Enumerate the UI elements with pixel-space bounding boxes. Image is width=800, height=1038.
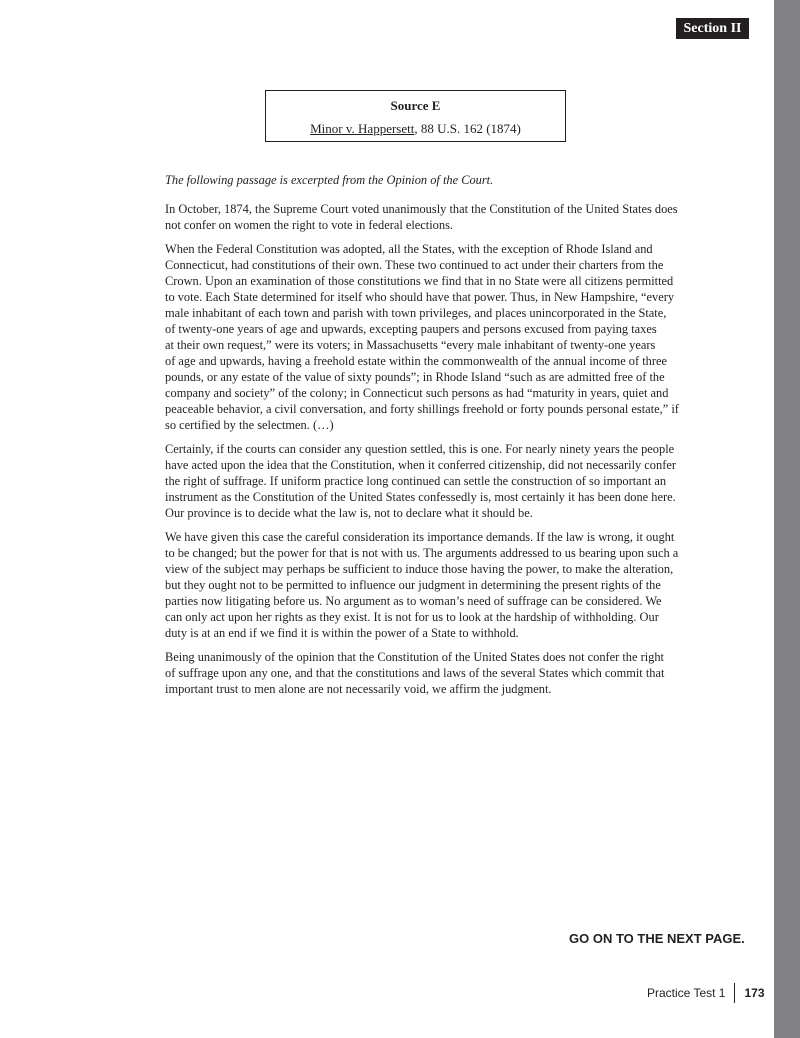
passage	[165, 172, 705, 705]
page-footer	[647, 983, 765, 1003]
text-line: peaceable behavior, a civil conversation, and forty shillings freehold or forty pounds personal estate,” if	[165, 402, 679, 416]
text-line: Our province is to decide what the law is, not to declare what it should be.	[165, 506, 533, 520]
text-line: so certified by the selectmen. (…)	[165, 418, 334, 432]
text-line: Certainly, if the courts can consider any question settled, this is one. For nearly ninety years the people	[165, 442, 675, 456]
page-number: 173	[744, 986, 765, 1000]
text-line: company and society” of the colony; in Connecticut such persons as had “maturity in years, quiet and	[165, 386, 669, 400]
paragraph	[165, 529, 705, 641]
text-line: important trust to men alone are not necessarily void, we affirm the judgment.	[165, 682, 552, 696]
test-name: Practice Test 1	[647, 986, 726, 1000]
text-line: parties now litigating before us. No argument as to woman’s need of suffrage can be considered. We	[165, 594, 662, 608]
text-line: the right of suffrage. If uniform practice long continued can settle the construction of so important an	[165, 474, 667, 488]
text-line: can only act upon her rights as they exist. It is not for us to look at the hardship of withholding. Our	[165, 610, 659, 624]
text-line: not confer on women the right to vote in federal elections.	[165, 218, 453, 232]
text-line: to be changed; but the power for that is not with us. The arguments addressed to us bearing upon such a	[165, 546, 679, 560]
text-line: of age and upwards, having a freehold estate within the commonwealth of the annual income of three	[165, 354, 667, 368]
go-on-notice: GO ON TO THE NEXT PAGE.	[569, 931, 745, 946]
text-line: but they ought not to be permitted to influence our judgment in determining the present rights of the	[165, 578, 661, 592]
text-line: Being unanimously of the opinion that the Constitution of the United States does not confer the right	[165, 650, 664, 664]
source-box	[265, 90, 566, 142]
footer-divider	[734, 983, 735, 1003]
paragraph	[165, 241, 705, 433]
text-line: male inhabitant of each town and parish with town privileges, and places unincorporated in the State,	[165, 306, 667, 320]
paragraph	[165, 441, 705, 521]
text-line: Connecticut, had constitutions of their own. These two continued to act under their charters from the	[165, 258, 664, 272]
section-label: Section II	[676, 18, 749, 39]
paragraph	[165, 201, 705, 233]
text-line: have acted upon the idea that the Constitution, when it conferred citizenship, did not necessarily confer	[165, 458, 676, 472]
citation-text: , 88 U.S. 162 (1874)	[414, 121, 521, 136]
text-line: of suffrage upon any one, and that the constitutions and laws of the several States which commit that	[165, 666, 665, 680]
intro-text: The following passage is excerpted from the Opinion of the Court.	[165, 173, 494, 187]
text-line: view of the subject may perhaps be sufficient to induce those having the power, to make the alteration,	[165, 562, 674, 576]
text-line: We have given this case the careful consideration its importance demands. If the law is wrong, it ought	[165, 530, 675, 544]
text-line: pounds, or any estate of the value of sixty pounds”; in Rhode Island “such as are admitted free of the	[165, 370, 665, 384]
side-bar	[774, 0, 800, 1038]
source-citation	[266, 121, 565, 137]
text-line: instrument as the Constitution of the United States confessedly is, most certainly it has been done here.	[165, 490, 676, 504]
text-line: Crown. Upon an examination of those constitutions we find that in no State were all citizens permitted	[165, 274, 674, 288]
source-title: Source E	[390, 98, 441, 113]
text-line: at their own request,” were its voters; in Massachusetts “every male inhabitant of twenty-one years	[165, 338, 656, 352]
text-line: duty is at an end if we find it is within the power of a State to withhold.	[165, 626, 519, 640]
paragraph	[165, 649, 705, 697]
text-line: In October, 1874, the Supreme Court voted unanimously that the Constitution of the United States does	[165, 202, 678, 216]
text-line: to vote. Each State determined for itself who should have that power. Thus, in New Hampshire, “every	[165, 290, 675, 304]
case-name: Minor v. Happersett	[310, 121, 415, 136]
text-line: When the Federal Constitution was adopted, all the States, with the exception of Rhode Island and	[165, 242, 653, 256]
text-line: of twenty-one years of age and upwards, excepting paupers and persons excused from paying taxes	[165, 322, 657, 336]
